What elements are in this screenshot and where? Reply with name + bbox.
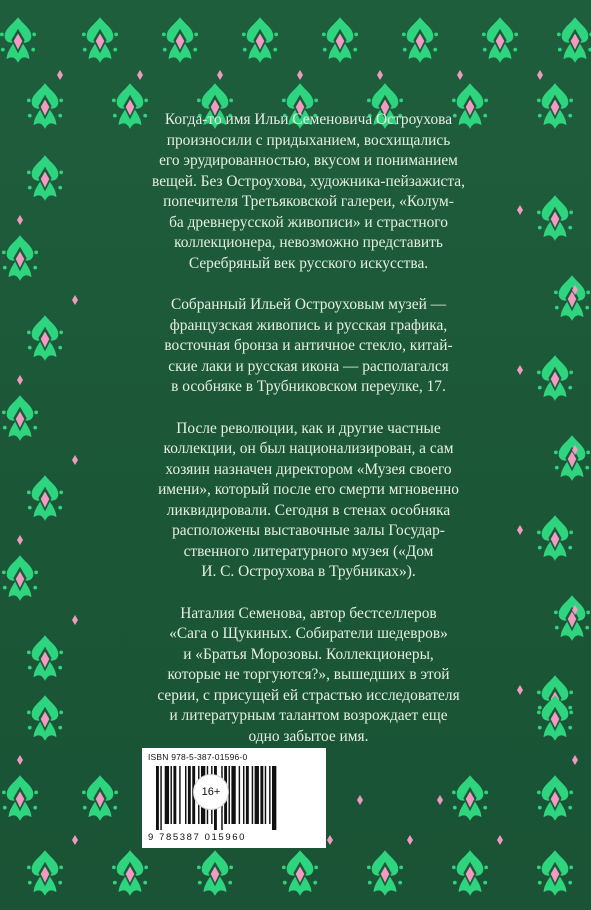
text-line: Собранный Ильей Остроуховым музей — bbox=[170, 296, 447, 313]
text-line: и литературным талантом возрождает еще bbox=[169, 707, 448, 724]
barcode-bar bbox=[231, 766, 235, 824]
ornament-motif bbox=[27, 695, 63, 741]
ornament-motif bbox=[27, 635, 63, 681]
ornament-motif bbox=[537, 775, 573, 821]
text-line: одно забытое имя. bbox=[248, 727, 369, 745]
ornament-motif bbox=[554, 595, 590, 641]
text-line: имени», который после его смерти мгновенно bbox=[158, 481, 459, 498]
ornament-motif bbox=[2, 555, 38, 601]
text-line: ственного литературного музея («Дом bbox=[183, 542, 434, 560]
ornament-dot bbox=[377, 70, 383, 80]
isbn-label: ISBN 978-5-387-01596-0 bbox=[148, 752, 248, 762]
text-line: произносили с придыханием, восхищались bbox=[166, 131, 451, 149]
text-line: восточная бронза и античное стекло, китай- bbox=[164, 337, 453, 354]
ornament-dot bbox=[297, 70, 303, 80]
ornament-motif bbox=[2, 775, 38, 821]
text-line: Серебряный век русского искусства. bbox=[188, 254, 429, 272]
ornament-dot bbox=[517, 205, 523, 215]
ornament-motif bbox=[482, 17, 518, 63]
barcode-bar bbox=[239, 766, 240, 824]
ornament-dot bbox=[17, 215, 23, 225]
text-line: хозяин назначен директором «Музея своего bbox=[165, 460, 452, 478]
ornament-dot bbox=[407, 835, 413, 845]
ornament-dot bbox=[72, 615, 78, 625]
ornament-dot bbox=[357, 795, 363, 805]
ornament-motif bbox=[554, 435, 590, 481]
text-line: серии, с присущей ей страстью исследователя bbox=[157, 686, 460, 704]
text-line: ликвидировали. Сегодня в стенах особняка bbox=[166, 501, 451, 519]
ornament-dot bbox=[572, 755, 578, 765]
ornament-dot bbox=[517, 365, 523, 375]
ornament-dot bbox=[217, 70, 223, 80]
text-line: в особняке в Трубниковском переулке, 17. bbox=[171, 378, 446, 395]
ornament-motif bbox=[2, 235, 38, 281]
ornament-motif bbox=[112, 850, 148, 896]
ornament-motif bbox=[282, 850, 318, 896]
ornament-motif bbox=[27, 83, 63, 129]
ornament-motif bbox=[162, 17, 198, 63]
barcode-bar bbox=[272, 766, 276, 830]
barcode-bar bbox=[171, 766, 172, 824]
ornament-dot bbox=[517, 525, 523, 535]
barcode-digits: 9 785387 015960 bbox=[148, 832, 246, 843]
ornament-motif bbox=[554, 275, 590, 321]
text-line: Наталия Семенова, автор бестселлеров bbox=[180, 604, 437, 622]
ornament-motif bbox=[27, 155, 63, 201]
ornament-motif bbox=[322, 17, 358, 63]
paragraph bbox=[106, 604, 511, 748]
ornament-motif bbox=[82, 17, 118, 63]
ornament-motif bbox=[452, 775, 488, 821]
text-line: французская живопись и русская графика, bbox=[169, 316, 448, 334]
ornament-motif bbox=[537, 515, 573, 561]
ornament-dot bbox=[72, 295, 78, 305]
text-line: и «Братья Морозовы. Коллекционеры, bbox=[183, 645, 434, 663]
ornament-motif bbox=[27, 315, 63, 361]
ornament-motif bbox=[402, 17, 438, 63]
ornament-motif bbox=[537, 695, 573, 741]
ornament-motif bbox=[0, 17, 36, 63]
ornament-motif bbox=[537, 850, 573, 896]
barcode-bar bbox=[252, 766, 253, 824]
barcode-bar bbox=[156, 766, 159, 830]
text-line: После революции, как и другие частные bbox=[176, 419, 441, 437]
text-line: коллекционера, невозможно представить bbox=[174, 234, 443, 251]
text-line: которые не торгуются?», вышедших в этой bbox=[167, 666, 450, 683]
text-line: попечителя Третьяковской галереи, «Колум- bbox=[163, 193, 454, 210]
barcode-bar bbox=[160, 766, 161, 830]
ornament-motif bbox=[27, 850, 63, 896]
ornament-dot bbox=[517, 685, 523, 695]
ornament-dot bbox=[497, 835, 503, 845]
barcode-bar bbox=[265, 766, 266, 824]
barcode-bar bbox=[243, 766, 244, 824]
text-line: коллекции, он был национализирован, а сам bbox=[163, 440, 454, 457]
ornament-motif bbox=[537, 195, 573, 241]
ornament-dot bbox=[537, 70, 543, 80]
ornament-motif bbox=[2, 395, 38, 441]
barcode bbox=[156, 766, 316, 830]
ornament-motif bbox=[452, 850, 488, 896]
text-line: ба древнерусской живописи» и страстного bbox=[169, 213, 448, 231]
paragraph bbox=[106, 110, 511, 274]
barcode-bar bbox=[179, 766, 180, 824]
ornament-dot bbox=[457, 70, 463, 80]
ornament-dot bbox=[327, 835, 333, 845]
ornament-dot bbox=[17, 535, 23, 545]
text-line: расположены выставочные залы Государ- bbox=[172, 522, 445, 539]
barcode-bar bbox=[260, 766, 263, 824]
barcode-bar bbox=[269, 766, 270, 824]
age-rating-badge: 16+ bbox=[193, 774, 229, 810]
ornament-dot bbox=[57, 70, 63, 80]
text-line: ские лаки и русская икона — располагался bbox=[168, 357, 449, 375]
ornament-dot bbox=[72, 835, 78, 845]
paragraph bbox=[106, 295, 511, 398]
barcode-bar bbox=[188, 766, 191, 824]
barcode-bar bbox=[255, 766, 259, 824]
text-line: Когда-то имя Ильи Семеновича Остроухова bbox=[164, 111, 453, 128]
barcode-bar bbox=[165, 766, 169, 824]
ornament-dot bbox=[17, 375, 23, 385]
text-line: его эрудированностью, вкусом и пониманием bbox=[159, 152, 458, 169]
ornament-dot bbox=[72, 455, 78, 465]
barcode-bar bbox=[185, 766, 186, 824]
barcode-bar bbox=[173, 766, 176, 824]
ornament-motif bbox=[537, 83, 573, 129]
ornament-motif bbox=[197, 850, 233, 896]
text-line: вещей. Без Остроухова, художника-пейзажиста, bbox=[152, 172, 465, 190]
isbn-barcode-box bbox=[142, 748, 326, 848]
text-line: И. С. Остроухова в Трубниках»). bbox=[201, 563, 416, 580]
ornament-motif bbox=[27, 475, 63, 521]
ornament-dot bbox=[437, 795, 443, 805]
ornament-motif bbox=[367, 850, 403, 896]
ornament-motif bbox=[82, 775, 118, 821]
annotation-text bbox=[106, 110, 511, 768]
paragraph bbox=[106, 419, 511, 583]
ornament-dot bbox=[137, 70, 143, 80]
barcode-bar bbox=[246, 766, 249, 824]
ornament-motif bbox=[242, 17, 278, 63]
ornament-dot bbox=[17, 755, 23, 765]
ornament-motif bbox=[537, 355, 573, 401]
ornament-motif bbox=[557, 17, 591, 63]
text-line: «Сага о Щукиных. Собиратели шедевров» bbox=[169, 625, 448, 642]
